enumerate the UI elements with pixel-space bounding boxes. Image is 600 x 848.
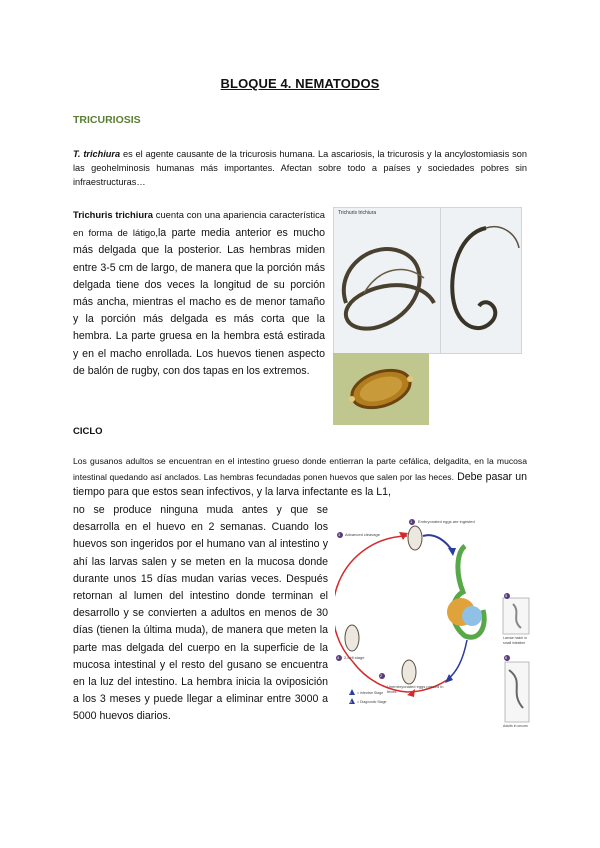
diagram-num-4: 4 (337, 655, 340, 660)
intro-species: T. trichiura (73, 149, 121, 159)
section-title: TRICURIOSIS (73, 114, 141, 126)
diagram-step-1-label: Embryonated eggs are ingested (418, 519, 475, 524)
description-text-small: cuenta con una apariencia característica en forma de látigo, (73, 209, 325, 239)
diagram-num-5: 5 (505, 593, 508, 598)
ciclo-body: no se produce ninguna muda antes y que se desarrolla en el huevo en 2 semanas. Cuando los huevos son ingeridos por el humano van al intestino y ahí las larvas salen y se meten en la mucosa donde durante unos 15 días mudan varias veces. Después retornan al lumen del intestino donde terminan el desarrollo y se convierten a adultos en menos de 30 días (tienen la última muda), de manera que meten la parte mas delgada del cuerpo en la superficie de la mucosa intestinal y el resto del gusano se encuentra en la luz del intestino. La hembra inicia la oviposición a los 3 meses y puede llegar a eliminar entre 3000 a 5000 huevos diarios. (73, 504, 328, 723)
description-text: la parte media anterior es mucho más delgada que la posterior. Las hembras miden entre 3-5 cm de largo, de manera que la porción más delgada tiene dos veces la longitud de su porción más ancha, mientras el macho es de menor tamaño y la porción más delgada es más corta que la hembra. La parte gruesa en la hembra está estirada y en el macho enrollada. Los huevos tienen aspecto de balón de rugby, con dos tapas en los extremos. (73, 227, 325, 377)
legend-d-mark: d (350, 700, 352, 704)
page-title: BLOQUE 4. NEMATODOS (220, 76, 380, 91)
intro-text: es el agente causante de la tricurosis humana. La ascariosis, la tricurosis y la ancylostomiasis son las geohelminosis humanas más importantes. Afectan sobre todo a países y sociedades pobres sin infraestructuras… (73, 149, 527, 187)
egg-photo (333, 353, 429, 425)
worm-photo-male (440, 207, 522, 354)
description-species: Trichuris trichiura (73, 209, 153, 220)
diagram-step-2-label: Unembryonated eggs passed in feces (387, 684, 444, 694)
diagram-num-6: 6 (505, 655, 508, 660)
diagram-step-5-label: Larvae hatch in small intestine (503, 636, 527, 645)
diagram-step-3-label: Advanced cleavage (345, 532, 380, 537)
ciclo-intro-text: Los gusanos adultos se encuentran en el intestino grueso donde entierran la parte cefálica, delgadita, en la mucosa intestinal quedando así anclados. Las hembras fecundadas ponen huevos que salen por las heces. (73, 456, 527, 482)
life-cycle-diagram (335, 512, 531, 736)
diagram-num-3: 3 (338, 532, 341, 537)
ciclo-intro (73, 454, 527, 501)
intro-paragraph (73, 147, 527, 189)
diagram-step-6-label: Adults in cecum (503, 724, 528, 728)
description-paragraph (73, 206, 325, 380)
legend-infective: = Infective Stage (357, 691, 384, 695)
ciclo-intro-text-2: Debe pasar un tiempo para que estos sean infectivos, y la larva infectante es la L1, (73, 470, 527, 498)
photo-label: Trichuris trichiura (338, 210, 377, 216)
worm-photo-female (333, 207, 441, 354)
diagram-num-1: 1 (410, 519, 413, 524)
legend-diagnostic: = Diagnostic Stage (357, 700, 387, 704)
legend-i-mark: i (350, 691, 351, 695)
diagram-step-4-label: 2-cell stage (344, 655, 365, 660)
diagram-num-2: 2 (380, 673, 383, 678)
ciclo-title: CICLO (73, 426, 103, 437)
